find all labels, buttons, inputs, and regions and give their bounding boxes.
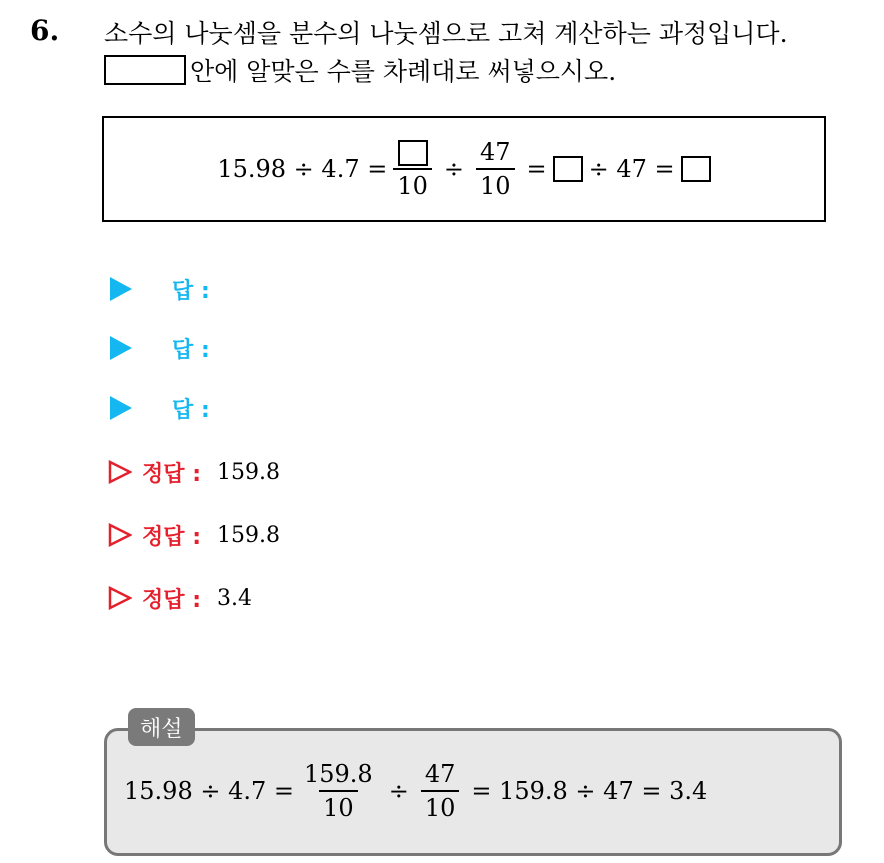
answer-label: 답 : — [172, 278, 210, 304]
triangle-outline-icon — [108, 523, 132, 547]
answer-key-label: 정답 : — [142, 461, 201, 487]
question-number: 6. — [30, 14, 60, 47]
fraction-2-numerator: 47 — [479, 138, 511, 166]
answer-key-row-2 — [108, 517, 280, 553]
answer-label: 답 : — [172, 397, 210, 423]
question-text-line2: 안에 알맞은 수를 차례대로 써넣으시오. — [190, 57, 617, 86]
solution-fraction-1-denominator: 10 — [319, 790, 358, 822]
answer-row-1[interactable] — [110, 271, 210, 307]
equals-sign-1: = — [526, 155, 547, 183]
triangle-play-icon — [110, 277, 132, 301]
divide-sign-1: ÷ — [443, 155, 464, 183]
answer-key-value: 159.8 — [217, 522, 280, 548]
question-text-line2-wrap — [104, 52, 616, 88]
fraction-2 — [476, 138, 515, 200]
fraction-1-denominator: 10 — [393, 168, 432, 200]
answer-key-value: 159.8 — [217, 459, 280, 485]
fraction-2-denominator: 10 — [476, 168, 515, 200]
solution-fraction-2-numerator: 47 — [424, 760, 456, 788]
triangle-outline-icon — [108, 586, 132, 610]
blank-box-3[interactable] — [681, 156, 711, 182]
triangle-play-icon — [110, 396, 132, 420]
answer-key-row-3 — [108, 580, 252, 616]
blank-box-legend — [104, 55, 186, 85]
fraction-1 — [393, 138, 432, 201]
answer-row-2[interactable] — [110, 330, 210, 366]
formula-mid: ÷ 47 = — [588, 155, 675, 183]
solution-fraction-1-numerator: 159.8 — [303, 760, 373, 788]
problem-formula — [104, 118, 824, 220]
solution-formula — [124, 760, 713, 822]
problem-formula-box — [102, 116, 826, 222]
question-text-line1: 소수의 나눗셈을 분수의 나눗셈으로 고쳐 계산하는 과정입니다. — [104, 19, 788, 48]
formula-lhs: 15.98 ÷ 4.7 = — [217, 155, 388, 183]
answer-row-3[interactable] — [110, 390, 210, 426]
solution-fraction-2 — [421, 760, 460, 822]
triangle-play-icon — [110, 336, 132, 360]
blank-box-1[interactable] — [398, 140, 428, 166]
triangle-outline-icon — [108, 460, 132, 484]
solution-lhs: 15.98 ÷ 4.7 = — [124, 777, 294, 805]
solution-rhs: = 159.8 ÷ 47 = 3.4 — [471, 777, 708, 805]
blank-box-2[interactable] — [553, 156, 583, 182]
answer-key-value: 3.4 — [217, 585, 252, 611]
answer-key-label: 정답 : — [142, 524, 201, 550]
solution-fraction-1 — [300, 760, 377, 822]
solution-divide-sign: ÷ — [388, 777, 409, 805]
answer-label: 답 : — [172, 337, 210, 363]
solution-fraction-2-denominator: 10 — [421, 790, 460, 822]
fraction-1-numerator[interactable] — [394, 138, 432, 169]
answer-key-row-1 — [108, 454, 280, 490]
solution-tag: 해설 — [128, 708, 195, 746]
answer-key-label: 정답 : — [142, 587, 201, 613]
